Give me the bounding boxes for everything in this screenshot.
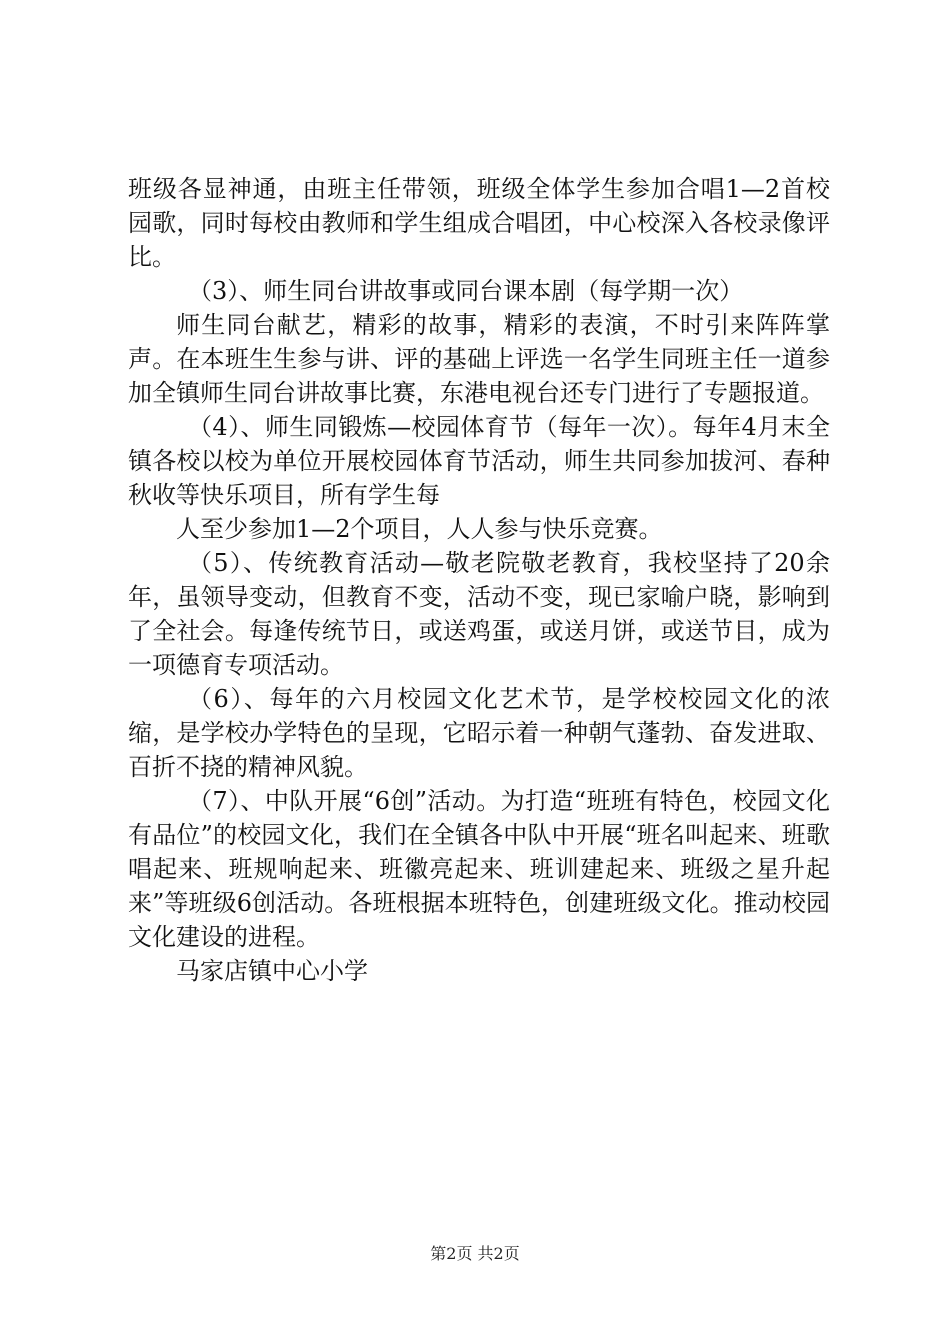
- paragraph-storytelling: 师生同台献艺，精彩的故事，精彩的表演，不时引来阵阵掌声。在本班生生参与讲、评的基础上评选一名学生同班主任一道参加全镇师生同台讲故事比赛，东港电视台还专门进行了专题报道。: [128, 311, 830, 407]
- page-number-footer: 第2页 共2页: [430, 1244, 520, 1263]
- paragraph-six-creations: （7）、中队开展“6创”活动。为打造“班班有特色，校园文化有品位”的校园文化，我们在全镇各中队中开展“班名叫起来、班歌唱起来、班规响起来、班徽亮起来、班训建起来、班级之星升起来”等班级6创活动。各班根据本班特色，创建班级文化。推动校园文化建设的进程。: [128, 787, 830, 951]
- paragraph-elderly-care: （5）、传统教育活动—敬老院敬老教育，我校坚持了20余年，虽领导变动，但教育不变，活动不变，现已家喻户晓，影响到了全社会。每逢传统节日，或送鸡蛋，或送月饼，或送节目，成为一项德育专项活动。: [128, 549, 830, 679]
- document-body: [128, 172, 830, 988]
- signature-school-name: 马家店镇中心小学: [176, 957, 368, 985]
- paragraph-sports-festival: （4）、师生同锻炼—校园体育节（每年一次）。每年4月末全镇各校以校为单位开展校园体育节活动，师生共同参加拔河、春种秋收等快乐项目，所有学生每: [128, 413, 830, 509]
- paragraph-sports-continuation: 人至少参加1—2个项目，人人参与快乐竞赛。: [176, 515, 663, 543]
- paragraph-chorus: 班级各显神通，由班主任带领，班级全体学生参加合唱1—2首校园歌，同时每校由教师和学生组成合唱团，中心校深入各校录像评比。: [128, 175, 830, 271]
- paragraph-arts-festival: （6）、每年的六月校园文化艺术节，是学校校园文化的浓缩，是学校办学特色的呈现，它昭示着一种朝气蓬勃、奋发进取、百折不挠的精神风貌。: [128, 685, 830, 781]
- heading-storytelling: （3）、师生同台讲故事或同台课本剧（每学期一次）: [188, 277, 744, 305]
